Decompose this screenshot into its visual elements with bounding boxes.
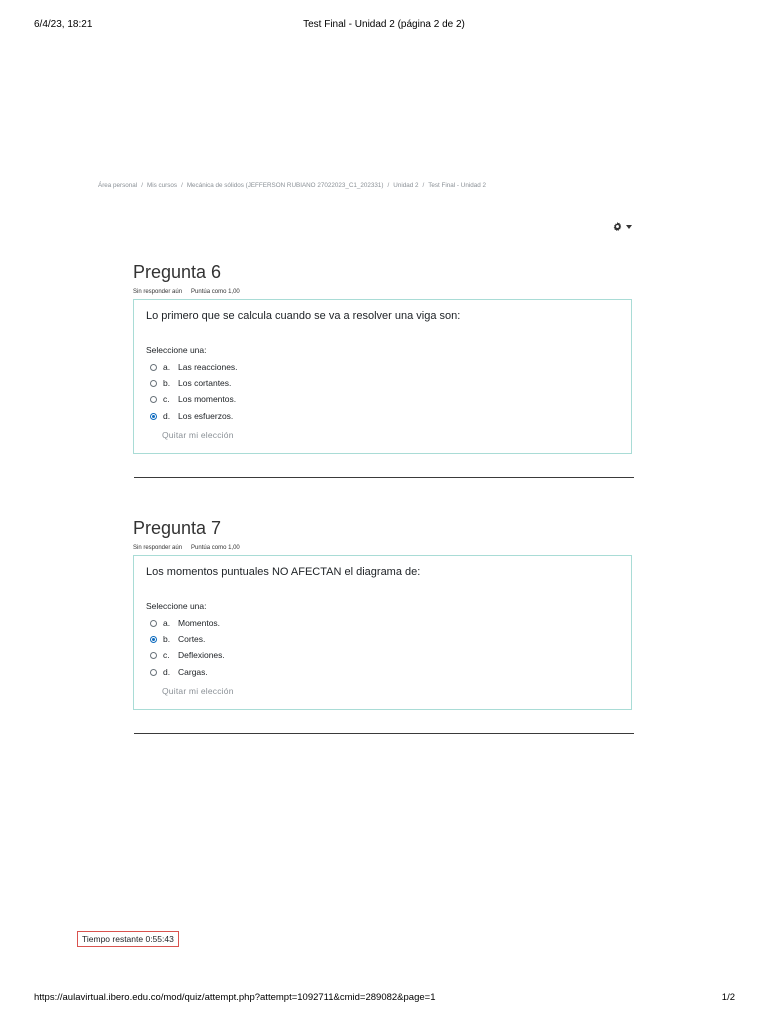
- radio-button[interactable]: [150, 364, 157, 371]
- clear-choice-link[interactable]: Quitar mi elección: [162, 430, 234, 440]
- question-6-meta: [133, 289, 240, 295]
- breadcrumb-item-course[interactable]: Mecánica de sólidos (JEFFERSON RUBIANO 27022023_C1_202331): [186, 182, 384, 189]
- breadcrumb-item-unit[interactable]: Unidad 2: [393, 182, 419, 189]
- question-6-grade: Puntúa como 1,00: [191, 289, 240, 295]
- section-divider: [134, 477, 634, 478]
- radio-button[interactable]: [150, 669, 157, 676]
- print-url: https://aulavirtual.ibero.edu.co/mod/quiz/attempt.php?attempt=1092711&cmid=289082&page=1: [34, 992, 436, 1003]
- question-7-status: Sin responder aún: [133, 545, 183, 551]
- section-divider: [134, 733, 634, 734]
- question-6-status: Sin responder aún: [133, 289, 183, 295]
- breadcrumb-item-home[interactable]: Área personal: [98, 182, 138, 189]
- question-7-meta: [133, 545, 240, 551]
- print-title: Test Final - Unidad 2 (página 2 de 2): [303, 19, 465, 30]
- question-7-prompt: Seleccione una:: [146, 601, 207, 611]
- question-7-grade: Puntúa como 1,00: [191, 545, 240, 551]
- question-6-prompt: Seleccione una:: [146, 345, 207, 355]
- radio-button-selected[interactable]: [150, 413, 157, 420]
- print-datetime: 6/4/23, 18:21: [34, 19, 93, 30]
- question-7-title: Pregunta 7: [133, 518, 222, 538]
- question-6-option-d[interactable]: d. Los esfuerzos.: [150, 410, 233, 422]
- question-6-option-a[interactable]: a. Las reacciones.: [150, 361, 238, 373]
- radio-button[interactable]: [150, 396, 157, 403]
- radio-button[interactable]: [150, 652, 157, 659]
- question-7-option-b[interactable]: b. Cortes.: [150, 633, 205, 645]
- gear-icon: [613, 222, 622, 231]
- breadcrumb-item-quiz[interactable]: Test Final - Unidad 2: [428, 182, 486, 189]
- time-remaining-timer: Tiempo restante 0:55:43: [77, 931, 179, 947]
- caret-down-icon: [626, 225, 632, 229]
- question-7-option-d[interactable]: d. Cargas.: [150, 666, 208, 678]
- settings-menu-button[interactable]: [613, 222, 632, 231]
- question-6-title: Pregunta 6: [133, 262, 222, 282]
- radio-button[interactable]: [150, 620, 157, 627]
- question-7-text: Los momentos puntuales NO AFECTAN el diagrama de:: [146, 566, 421, 578]
- question-6-text: Lo primero que se calcula cuando se va a resolver una viga son:: [146, 310, 461, 322]
- question-7-box: [133, 555, 632, 710]
- question-7-option-c[interactable]: c. Deflexiones.: [150, 649, 225, 661]
- question-6-box: [133, 299, 632, 454]
- radio-button[interactable]: [150, 380, 157, 387]
- print-page-number: 1/2: [721, 992, 735, 1003]
- radio-button-selected[interactable]: [150, 636, 157, 643]
- breadcrumb: Área personal / Mis cursos / Mecánica de sólidos (JEFFERSON RUBIANO 27022023_C1_202331) / Unidad 2 / Test Final - Unidad 2: [98, 182, 486, 189]
- clear-choice-link[interactable]: Quitar mi elección: [162, 686, 234, 696]
- question-6-option-c[interactable]: c. Los momentos.: [150, 393, 236, 405]
- question-7-option-a[interactable]: a. Momentos.: [150, 617, 220, 629]
- question-6-option-b[interactable]: b. Los cortantes.: [150, 377, 231, 389]
- breadcrumb-item-my-courses[interactable]: Mis cursos: [146, 182, 178, 189]
